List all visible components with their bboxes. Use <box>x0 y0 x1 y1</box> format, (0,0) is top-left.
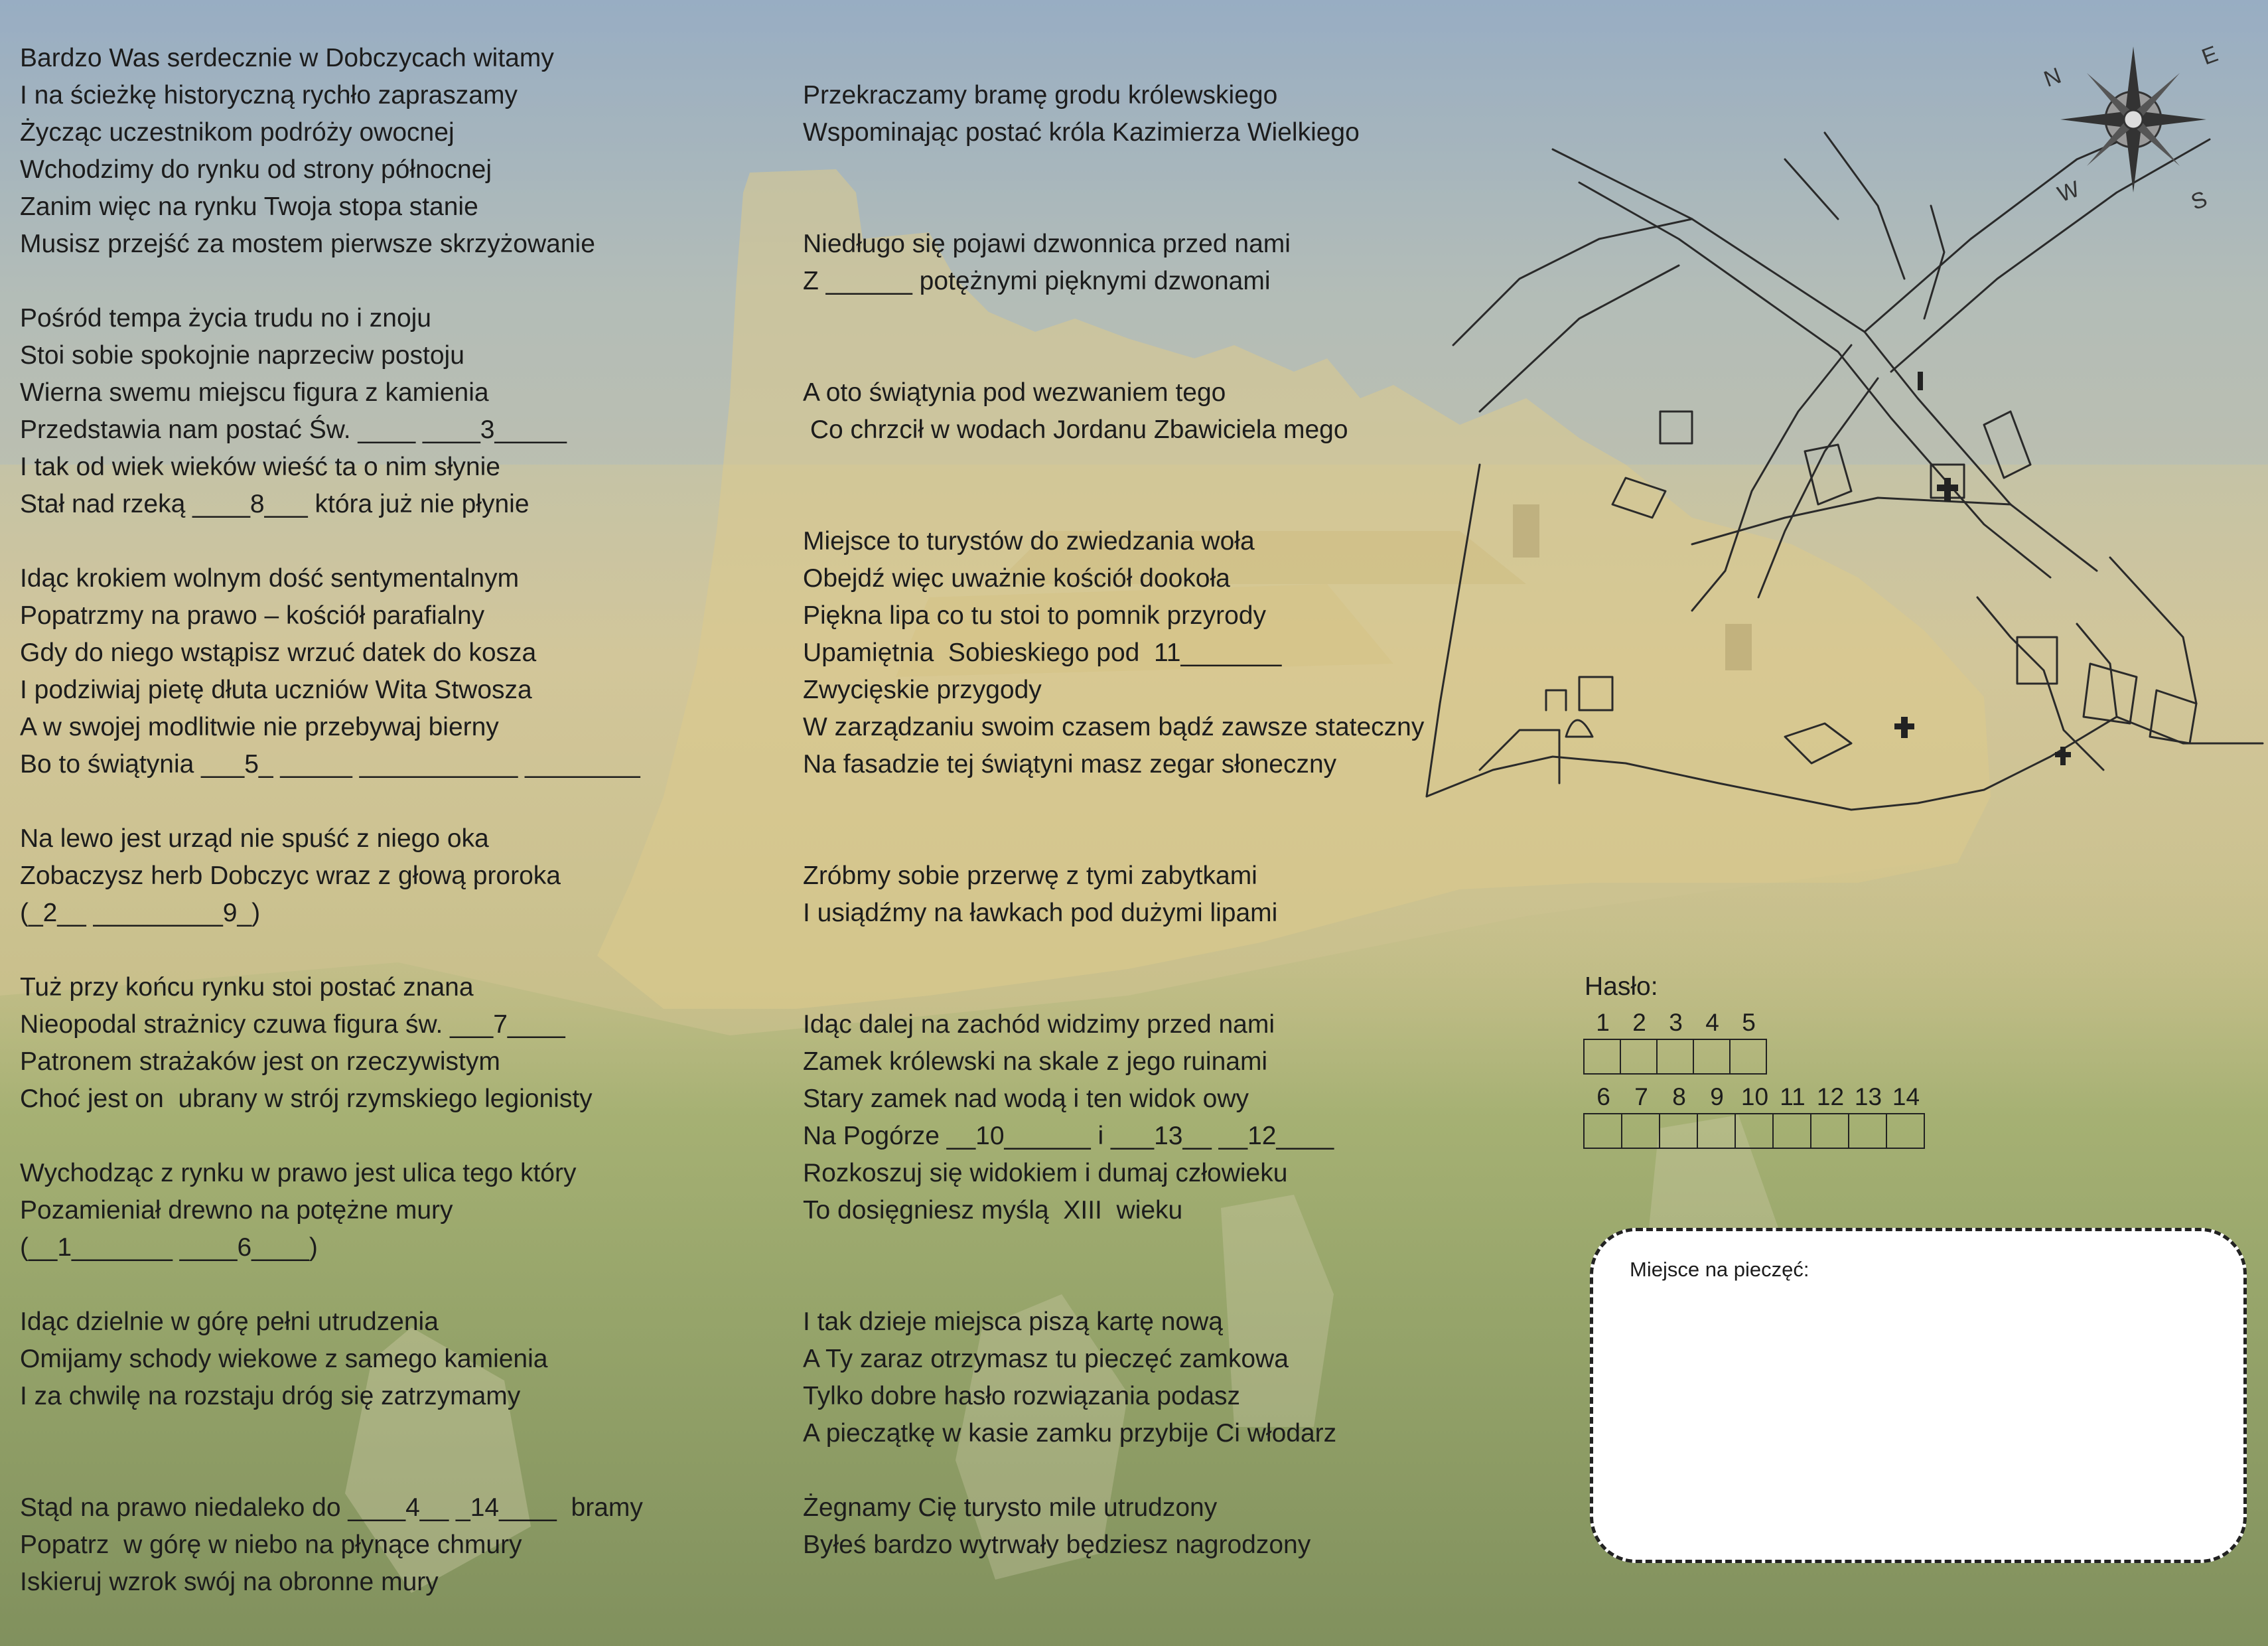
poem-line: I na ścieżkę historyczną rychło zapraszamy <box>20 81 518 110</box>
password-letter-box[interactable] <box>1729 1039 1767 1075</box>
poem-line: Wchodzimy do rynku od strony północnej <box>20 155 492 184</box>
stanza <box>20 300 750 523</box>
stanza <box>803 374 1533 449</box>
poem-line: Rozkoszuj się widokiem i dumaj człowieku <box>803 1159 1288 1187</box>
poem-line: Stoi sobie spokojnie naprzeciw postoju <box>20 341 464 370</box>
password-letter-box[interactable] <box>1810 1113 1849 1149</box>
poem-line: Tylko dobre hasło rozwiązania podasz <box>803 1382 1241 1410</box>
password-letter-box[interactable] <box>1735 1113 1774 1149</box>
poem-line: Na fasadzie tej świątyni masz zegar słoneczny <box>803 750 1337 779</box>
stanza <box>803 226 1533 300</box>
password-number: 8 <box>1672 1083 1686 1110</box>
compass-e-label: E <box>2198 40 2222 70</box>
poem-line: Bo to świątynia ___5_ _____ ___________ ________ <box>20 750 640 779</box>
stanza <box>803 77 1533 151</box>
password-letter-box[interactable] <box>1583 1113 1622 1149</box>
password-number: 1 <box>1596 1009 1610 1036</box>
poem-line: Stary zamek nad wodą i ten widok owy <box>803 1085 1249 1113</box>
stanza <box>803 1304 1533 1452</box>
poem-line: W zarządzaniu swoim czasem bądź zawsze stateczny <box>803 713 1425 741</box>
password-letter-box[interactable] <box>1621 1113 1660 1149</box>
password-number: 2 <box>1632 1009 1646 1036</box>
poem-line: Idąc dalej na zachód widzimy przed nami <box>803 1010 1275 1039</box>
poem-line: (__1_______ ____6____) <box>20 1233 318 1262</box>
poem-line: Upamiętnia Sobieskiego pod 11_______ <box>803 638 1282 667</box>
poem-line: Co chrzcił w wodach Jordanu Zbawiciela mego <box>803 415 1348 444</box>
poem-line: Bardzo Was serdecznie w Dobczycach witamy <box>20 44 554 72</box>
poem-line: Idąc krokiem wolnym dość sentymentalnym <box>20 564 520 593</box>
password-title: Hasło: <box>1585 972 1658 1001</box>
poem-line: Przedstawia nam postać Św. ____ ____3_____ <box>20 415 567 444</box>
poem-line: Stał nad rzeką ____8___ która już nie płynie <box>20 490 530 518</box>
poem-line: Omijamy schody wiekowe z samego kamienia <box>20 1345 548 1373</box>
poem-line: Stąd na prawo niedaleko do ____4__ _14____ bramy <box>20 1493 643 1522</box>
poem-line: I tak dzieje miejsca piszą kartę nową <box>803 1308 1223 1336</box>
poem-line: Zróbmy sobie przerwę z tymi zabytkami <box>803 861 1257 890</box>
password-letter-box[interactable] <box>1583 1039 1621 1075</box>
password-boxes-row1 <box>1585 1039 1925 1075</box>
poem-line: I podziwiaj pietę dłuta uczniów Wita Stwosza <box>20 676 532 704</box>
password-grid <box>1585 972 1925 1156</box>
password-boxes-row2 <box>1585 1113 1925 1149</box>
poem-line: Niedługo się pojawi dzwonnica przed nami <box>803 230 1291 258</box>
stamp-area <box>1590 1228 2247 1563</box>
poem-line: Na Pogórze __10______ i ___13__ __12____ <box>803 1122 1334 1150</box>
compass-w-label: W <box>2054 176 2084 208</box>
poem-line: Zwycięskie przygody <box>803 676 1042 704</box>
stanza <box>20 1155 750 1266</box>
password-number: 4 <box>1705 1009 1719 1036</box>
stanza <box>20 1304 750 1415</box>
poem-line: Wspominając postać króla Kazimierza Wielkiego <box>803 118 1360 147</box>
poem-line: Choć jest on ubrany w strój rzymskiego legionisty <box>20 1085 593 1113</box>
poem-line: Na lewo jest urząd nie spuść z niego oka <box>20 824 489 853</box>
poem-line: Zanim więc na rynku Twoja stopa stanie <box>20 192 478 221</box>
route-map <box>1413 40 2268 850</box>
password-number: 12 <box>1816 1083 1845 1110</box>
password-number: 5 <box>1742 1009 1756 1036</box>
poem-line: I usiądźmy na ławkach pod dużymi lipami <box>803 899 1278 927</box>
stanza <box>803 858 1533 932</box>
poem-line: Nieopodal strażnicy czuwa figura św. ___7____ <box>20 1010 565 1039</box>
password-number: 7 <box>1634 1083 1648 1110</box>
map-castle <box>1546 677 1612 737</box>
poem-line: Byłeś bardzo wytrwały będziesz nagrodzony <box>803 1531 1311 1559</box>
poem-line: Wychodząc z rynku w prawo jest ulica tego który <box>20 1159 577 1187</box>
poem-line: Popatrz w górę w niebo na płynące chmury <box>20 1531 522 1559</box>
password-letter-box[interactable] <box>1772 1113 1811 1149</box>
poem-line: Zamek królewski na skale z jego ruinami <box>803 1047 1268 1076</box>
poem-line: A pieczątkę w kasie zamku przybije Ci włodarz <box>803 1419 1337 1448</box>
poem-line: A w swojej modlitwie nie przebywaj bierny <box>20 713 499 741</box>
poem-line: Iskieruj wzrok swój na obronne mury <box>20 1568 439 1596</box>
poem-line: Patronem strażaków jest on rzeczywistym <box>20 1047 500 1076</box>
poem-line: Tuż przy końcu rynku stoi postać znana <box>20 973 474 1002</box>
poem-line: (_2__ _________9_) <box>20 899 261 927</box>
poem-line: Wierna swemu miejscu figura z kamienia <box>20 378 489 407</box>
stamp-label: Miejsce na pieczęć: <box>1630 1258 1809 1281</box>
poem-line: Gdy do niego wstąpisz wrzuć datek do kosza <box>20 638 537 667</box>
password-number: 13 <box>1854 1083 1882 1110</box>
map-road-north <box>1553 149 2097 571</box>
compass-s-label: S <box>2188 186 2211 216</box>
password-number: 10 <box>1740 1083 1769 1110</box>
poem-line: Z ______ potężnymi pięknymi dzwonami <box>803 267 1271 295</box>
poem-line: Idąc dzielnie w górę pełni utrudzenia <box>20 1308 439 1336</box>
password-number: 14 <box>1892 1083 1920 1110</box>
password-numbers-row1 <box>1585 1007 1925 1039</box>
password-number: 3 <box>1669 1009 1683 1036</box>
poem-line: Pośród tempa życia trudu no i znoju <box>20 304 432 333</box>
stanza <box>803 523 1533 783</box>
stanza <box>803 1006 1533 1229</box>
stanza <box>20 820 750 932</box>
password-letter-box[interactable] <box>1848 1113 1887 1149</box>
password-letter-box[interactable] <box>1886 1113 1925 1149</box>
compass-rose <box>2040 41 2221 215</box>
password-number: 6 <box>1596 1083 1610 1110</box>
password-number: 11 <box>1780 1083 1806 1110</box>
poem-line: I tak od wiek wieków wieść ta o nim słynie <box>20 453 500 481</box>
stanza <box>20 1489 750 1601</box>
compass-n-label: N <box>2040 62 2065 92</box>
poem-line: I za chwilę na rozstaju dróg się zatrzymamy <box>20 1382 521 1410</box>
poem-middle-column <box>803 77 1533 1564</box>
poem-line: Pozamieniał drewno na potężne mury <box>20 1196 453 1225</box>
poem-left-column <box>20 40 750 1601</box>
poem-line: Piękna lipa co tu stoi to pomnik przyrody <box>803 601 1267 630</box>
poem-line: To dosięgniesz myślą XIII wieku <box>803 1196 1183 1225</box>
password-letter-box[interactable] <box>1659 1113 1698 1149</box>
poem-line: Miejsce to turystów do zwiedzania woła <box>803 527 1255 556</box>
password-letter-box[interactable] <box>1697 1113 1736 1149</box>
poem-line: Życząc uczestnikom podróży owocnej <box>20 118 455 147</box>
poem-line: Przekraczamy bramę grodu królewskiego <box>803 81 1278 110</box>
stanza <box>20 969 750 1118</box>
password-letter-box[interactable] <box>1656 1039 1694 1075</box>
password-letter-box[interactable] <box>1693 1039 1731 1075</box>
map-road-west <box>1692 498 2011 544</box>
poem-line: A Ty zaraz otrzymasz tu pieczęć zamkowa <box>803 1345 1289 1373</box>
stanza <box>20 40 750 263</box>
poem-line: A oto świątynia pod wezwaniem tego <box>803 378 1226 407</box>
poem-line: Musisz przejść za mostem pierwsze skrzyżowanie <box>20 230 595 258</box>
stanza <box>803 1489 1533 1564</box>
poem-line: Popatrzmy na prawo – kościół parafialny <box>20 601 485 630</box>
password-letter-box[interactable] <box>1620 1039 1658 1075</box>
poem-line: Zobaczysz herb Dobczyc wraz z głową proroka <box>20 861 561 890</box>
poem-line: Żegnamy Cię turysto mile utrudzony <box>803 1493 1218 1522</box>
password-number: 9 <box>1710 1083 1724 1110</box>
stanza <box>20 560 750 783</box>
password-numbers-row2 <box>1585 1081 1925 1113</box>
poem-line: Obejdź więc uważnie kościół dookoła <box>803 564 1230 593</box>
